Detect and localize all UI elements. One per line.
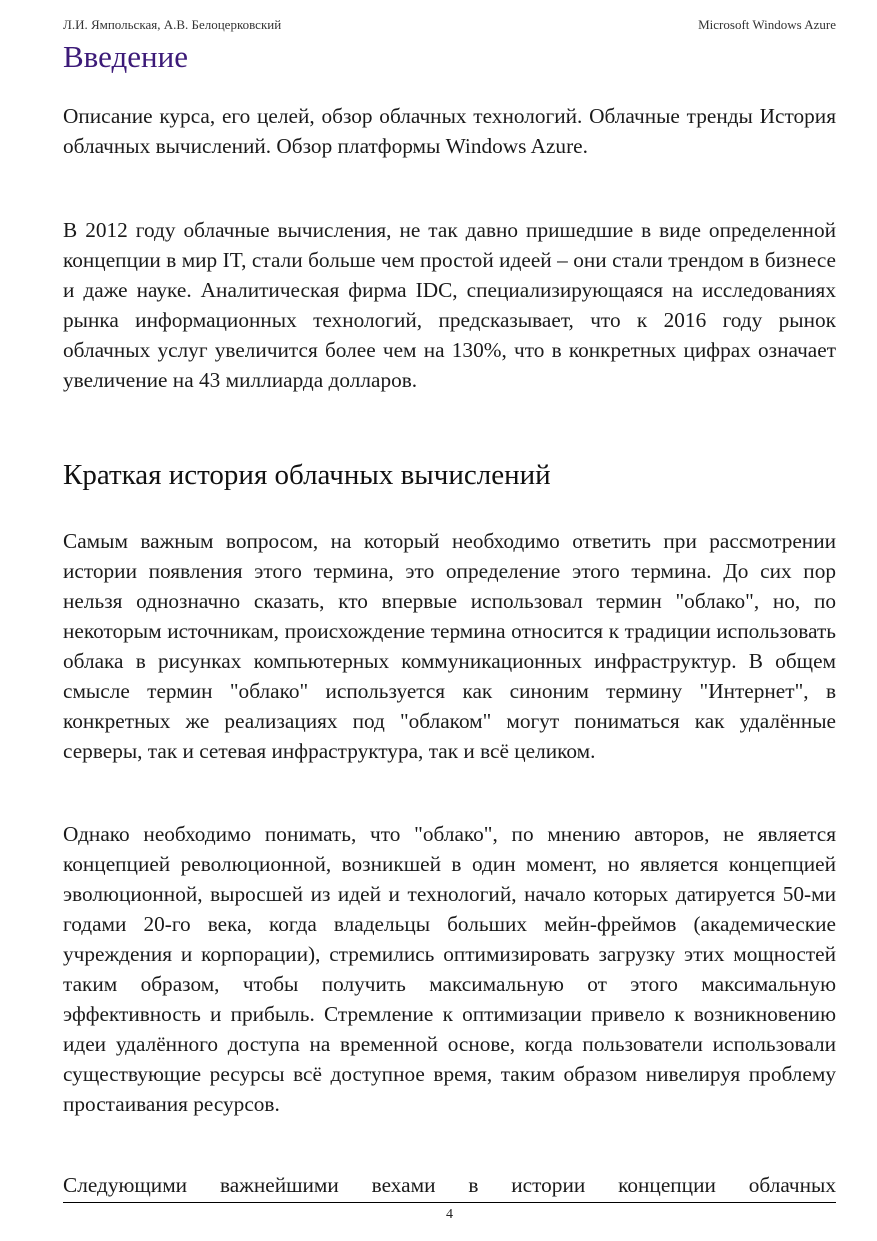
header-product: Microsoft Windows Azure: [698, 17, 836, 32]
intro-paragraph: В 2012 году облачные вычисления, не так давно пришедшие в виде определенной концепции в мир IT, стали больше чем простой идеей – они стали трендом в бизнесе и даже науке. Аналитическая фирма IDC, специализирующаяся на исследованиях рынка информационных технологий, предсказывает, что к 2016 году рынок облачных услуг увеличится более чем на 130%, что в конкретных цифрах означает увеличение на 43 миллиарда долларов.: [63, 218, 836, 392]
page-number: 4: [446, 1207, 453, 1222]
footer-divider: [63, 1202, 836, 1203]
section-title: Краткая история облачных вычислений: [63, 459, 551, 491]
document-page: [63, 0, 836, 1241]
section-paragraph-1: Самым важным вопросом, на который необходимо ответить при рассмотрении истории появления этого термина, это определение этого термина. До сих пор нельзя однозначно сказать, кто впервые использовал термин "облако", но, по некоторым источникам, происхождение термина относится к традиции использовать облака в рисунках компьютерных коммуникационных инфраструктур. В общем смысле термин "облако" используется как синоним термину "Интернет", в конкретных же реализациях под "облаком" могут пониматься как удалённые серверы, так и сетевая инфраструктура, так и всё целиком.: [63, 529, 836, 763]
intro-summary: Описание курса, его целей, обзор облачных технологий. Облачные тренды История облачных вычислений. Обзор платформы Windows Azure.: [63, 104, 836, 158]
section-paragraph-2: Однако необходимо понимать, что "облако", по мнению авторов, не является концепцией революционной, возникшей в один момент, но является концепцией эволюционной, выросшей из идей и технологий, начало которых датируется 50-ми годами 20-го века, когда владельцы больших мейн-фреймов (академические учреждения и корпорации), стремились оптимизировать загрузку этих мощностей таким образом, чтобы получить максимальную от этого максимальную эффективность и прибыль. Стремление к оптимизации привело к возникновению идеи удалённого доступа на временной основе, когда пользователи использовали существующие ресурсы всё доступное время, таким образом нивелируя проблему простаивания ресурсов.: [63, 822, 836, 1116]
chapter-title: Введение: [63, 39, 188, 74]
section-paragraph-3: Следующими важнейшими вехами в истории концепции облачных: [63, 1173, 836, 1197]
header-authors: Л.И. Ямпольская, А.В. Белоцерковский: [63, 17, 282, 32]
running-header: [63, 17, 836, 33]
